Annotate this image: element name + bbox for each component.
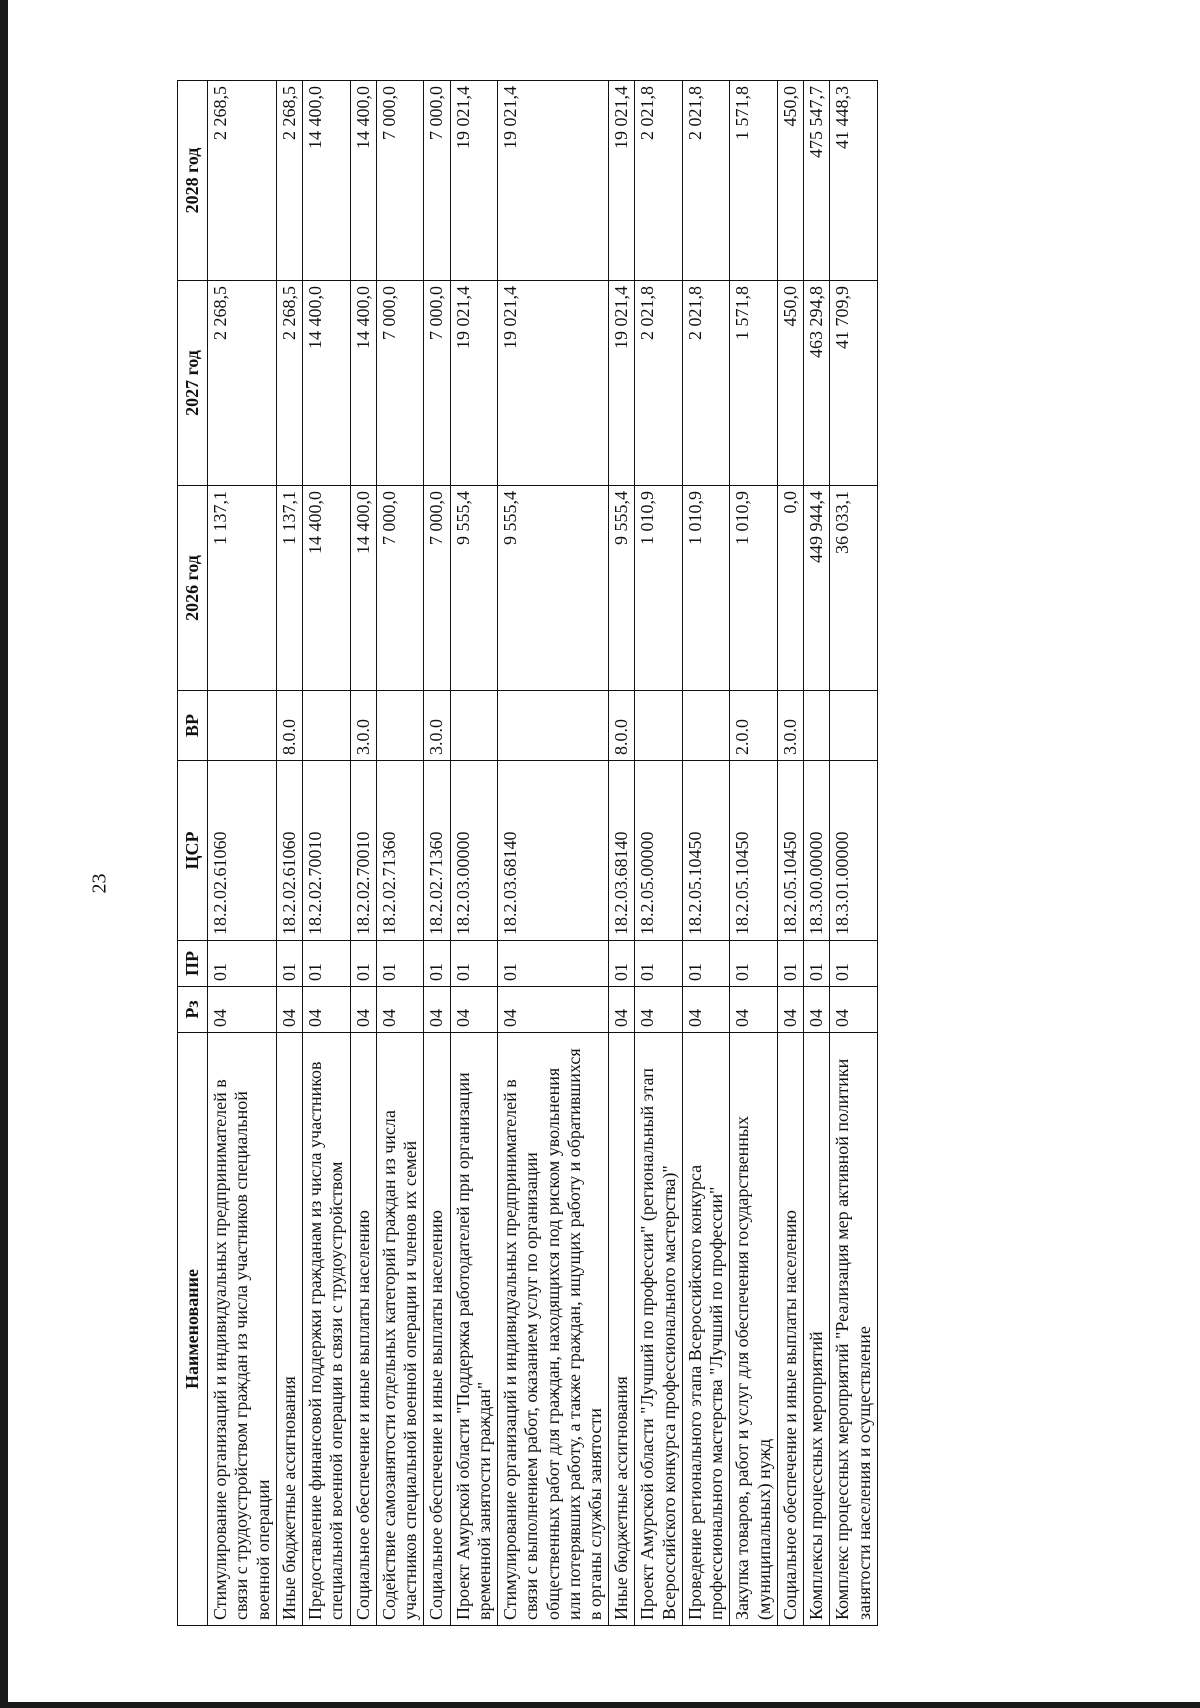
header-2028: 2028 год xyxy=(178,81,208,281)
page-number: 23 xyxy=(88,873,111,894)
cell-name: Социальное обеспечение и иные выплаты населению xyxy=(350,1033,376,1626)
cell-2026: 9 555,4 xyxy=(498,486,609,691)
budget-table xyxy=(177,80,878,1626)
cell-name: Иные бюджетные ассигнования xyxy=(276,1033,302,1626)
cell-pr: 01 xyxy=(303,941,350,987)
cell-rz: 04 xyxy=(303,987,350,1033)
cell-vr xyxy=(498,691,609,761)
cell-rz: 04 xyxy=(376,987,423,1033)
table-row xyxy=(424,81,450,1626)
cell-vr xyxy=(376,691,423,761)
cell-2026: 1 010,9 xyxy=(682,486,729,691)
header-row xyxy=(178,81,208,1626)
scan-edge-left xyxy=(0,0,8,1708)
header-2026: 2026 год xyxy=(178,486,208,691)
cell-rz: 04 xyxy=(208,987,277,1033)
cell-vr xyxy=(450,691,497,761)
cell-2028: 41 448,3 xyxy=(830,81,877,281)
cell-2027: 7 000,0 xyxy=(424,281,450,486)
cell-name: Комплексы процессных мероприятий xyxy=(804,1033,830,1626)
table-row xyxy=(498,81,609,1626)
cell-csr: 18.2.02.71360 xyxy=(376,761,423,941)
cell-csr: 18.2.02.71360 xyxy=(424,761,450,941)
cell-rz: 04 xyxy=(498,987,609,1033)
cell-2026: 1 010,9 xyxy=(635,486,682,691)
cell-rz: 04 xyxy=(609,987,635,1033)
cell-vr xyxy=(830,691,877,761)
cell-name: Стимулирование организаций и индивидуальных предпринимателей в связи с трудоустройством граждан из числа участников специальной военной операции xyxy=(208,1033,277,1626)
cell-2027: 14 400,0 xyxy=(350,281,376,486)
cell-pr: 01 xyxy=(208,941,277,987)
cell-vr: 2.0.0 xyxy=(730,691,777,761)
cell-name: Проект Амурской области "Лучший по профессии" (региональный этап Всероссийского конкурса профессионального мастерства)" xyxy=(635,1033,682,1626)
cell-2027: 450,0 xyxy=(777,281,803,486)
cell-rz: 04 xyxy=(804,987,830,1033)
cell-rz: 04 xyxy=(730,987,777,1033)
table-row xyxy=(830,81,877,1626)
cell-vr xyxy=(303,691,350,761)
cell-vr: 3.0.0 xyxy=(777,691,803,761)
table-row xyxy=(682,81,729,1626)
cell-2028: 7 000,0 xyxy=(376,81,423,281)
table-row xyxy=(777,81,803,1626)
header-pr: ПР xyxy=(178,941,208,987)
cell-csr: 18.2.02.61060 xyxy=(208,761,277,941)
cell-vr: 3.0.0 xyxy=(350,691,376,761)
cell-2027: 41 709,9 xyxy=(830,281,877,486)
cell-rz: 04 xyxy=(276,987,302,1033)
cell-2026: 7 000,0 xyxy=(376,486,423,691)
header-rz: Рз xyxy=(178,987,208,1033)
cell-name: Социальное обеспечение и иные выплаты населению xyxy=(424,1033,450,1626)
cell-pr: 01 xyxy=(609,941,635,987)
cell-name: Социальное обеспечение и иные выплаты населению xyxy=(777,1033,803,1626)
cell-rz: 04 xyxy=(424,987,450,1033)
cell-vr: 3.0.0 xyxy=(424,691,450,761)
cell-name: Стимулирование организаций и индивидуальных предпринимателей в связи с выполнением работ, оказанием услуг по организации общественных работ для граждан, находящихся под риском увольнения или потерявших работу, а также граждан, ищущих работу и обратившихся в органы службы занятости xyxy=(498,1033,609,1626)
cell-2028: 2 268,5 xyxy=(208,81,277,281)
cell-2026: 9 555,4 xyxy=(609,486,635,691)
cell-2028: 14 400,0 xyxy=(303,81,350,281)
cell-2027: 19 021,4 xyxy=(450,281,497,486)
cell-2027: 19 021,4 xyxy=(609,281,635,486)
cell-2026: 9 555,4 xyxy=(450,486,497,691)
cell-pr: 01 xyxy=(830,941,877,987)
cell-2028: 2 021,8 xyxy=(682,81,729,281)
cell-name: Иные бюджетные ассигнования xyxy=(609,1033,635,1626)
table-row xyxy=(350,81,376,1626)
table-body xyxy=(208,81,878,1626)
header-csr: ЦСР xyxy=(178,761,208,941)
cell-pr: 01 xyxy=(350,941,376,987)
cell-2027: 2 021,8 xyxy=(682,281,729,486)
cell-name: Предоставление финансовой поддержки гражданам из числа участников специальной военной операции в связи с трудоустройством xyxy=(303,1033,350,1626)
table-row xyxy=(635,81,682,1626)
table-row xyxy=(609,81,635,1626)
cell-2028: 475 547,7 xyxy=(804,81,830,281)
cell-vr xyxy=(682,691,729,761)
cell-csr: 18.2.05.00000 xyxy=(635,761,682,941)
table-header xyxy=(178,81,208,1626)
cell-vr xyxy=(635,691,682,761)
cell-2026: 14 400,0 xyxy=(303,486,350,691)
cell-name: Содействие самозанятости отдельных категорий граждан из числа участников специальной военной операции и членов их семей xyxy=(376,1033,423,1626)
table-row xyxy=(804,81,830,1626)
cell-2027: 1 571,8 xyxy=(730,281,777,486)
cell-pr: 01 xyxy=(276,941,302,987)
rotated-table-container xyxy=(177,81,1177,1626)
cell-vr xyxy=(804,691,830,761)
cell-csr: 18.2.03.68140 xyxy=(498,761,609,941)
cell-rz: 04 xyxy=(450,987,497,1033)
cell-vr: 8.0.0 xyxy=(276,691,302,761)
cell-2026: 1 137,1 xyxy=(276,486,302,691)
cell-2027: 2 021,8 xyxy=(635,281,682,486)
cell-2027: 2 268,5 xyxy=(208,281,277,486)
cell-pr: 01 xyxy=(424,941,450,987)
cell-2027: 2 268,5 xyxy=(276,281,302,486)
cell-2027: 7 000,0 xyxy=(376,281,423,486)
cell-csr: 18.2.05.10450 xyxy=(777,761,803,941)
cell-csr: 18.3.01.00000 xyxy=(830,761,877,941)
table-row xyxy=(730,81,777,1626)
cell-2027: 463 294,8 xyxy=(804,281,830,486)
cell-2028: 2 021,8 xyxy=(635,81,682,281)
cell-2026: 0,0 xyxy=(777,486,803,691)
table-row xyxy=(276,81,302,1626)
cell-2028: 19 021,4 xyxy=(450,81,497,281)
cell-2026: 36 033,1 xyxy=(830,486,877,691)
cell-2028: 7 000,0 xyxy=(424,81,450,281)
cell-name: Комплекс процессных мероприятий "Реализация мер активной политики занятости населения и осуществление xyxy=(830,1033,877,1626)
cell-rz: 04 xyxy=(635,987,682,1033)
cell-pr: 01 xyxy=(682,941,729,987)
cell-2028: 14 400,0 xyxy=(350,81,376,281)
cell-csr: 18.2.03.68140 xyxy=(609,761,635,941)
cell-rz: 04 xyxy=(682,987,729,1033)
cell-pr: 01 xyxy=(730,941,777,987)
cell-pr: 01 xyxy=(498,941,609,987)
cell-pr: 01 xyxy=(777,941,803,987)
cell-2027: 14 400,0 xyxy=(303,281,350,486)
table-row xyxy=(208,81,277,1626)
cell-name: Закупка товаров, работ и услуг для обеспечения государственных (муниципальных) нужд xyxy=(730,1033,777,1626)
cell-vr: 8.0.0 xyxy=(609,691,635,761)
cell-pr: 01 xyxy=(450,941,497,987)
cell-csr: 18.2.02.70010 xyxy=(303,761,350,941)
cell-name: Проведение регионального этапа Всероссийского конкурса профессионального мастерства "Лучший по профессии" xyxy=(682,1033,729,1626)
cell-2028: 19 021,4 xyxy=(609,81,635,281)
cell-2026: 14 400,0 xyxy=(350,486,376,691)
header-name: Наименование xyxy=(178,1033,208,1626)
scan-edge-bottom xyxy=(0,1702,1200,1708)
cell-csr: 18.2.05.10450 xyxy=(730,761,777,941)
cell-csr: 18.2.02.61060 xyxy=(276,761,302,941)
cell-2028: 2 268,5 xyxy=(276,81,302,281)
cell-2028: 450,0 xyxy=(777,81,803,281)
cell-csr: 18.2.02.70010 xyxy=(350,761,376,941)
header-2027: 2027 год xyxy=(178,281,208,486)
cell-rz: 04 xyxy=(350,987,376,1033)
cell-name: Проект Амурской области "Поддержка работодателей при организации временной занятости граждан" xyxy=(450,1033,497,1626)
cell-2027: 19 021,4 xyxy=(498,281,609,486)
cell-rz: 04 xyxy=(777,987,803,1033)
cell-vr xyxy=(208,691,277,761)
cell-2026: 449 944,4 xyxy=(804,486,830,691)
cell-csr: 18.2.03.00000 xyxy=(450,761,497,941)
cell-pr: 01 xyxy=(376,941,423,987)
cell-pr: 01 xyxy=(635,941,682,987)
cell-2026: 1 137,1 xyxy=(208,486,277,691)
cell-pr: 01 xyxy=(804,941,830,987)
cell-2028: 1 571,8 xyxy=(730,81,777,281)
cell-rz: 04 xyxy=(830,987,877,1033)
cell-2026: 7 000,0 xyxy=(424,486,450,691)
table-row xyxy=(376,81,423,1626)
table-row xyxy=(450,81,497,1626)
header-vr: ВР xyxy=(178,691,208,761)
cell-csr: 18.2.05.10450 xyxy=(682,761,729,941)
table-row xyxy=(303,81,350,1626)
cell-csr: 18.3.00.00000 xyxy=(804,761,830,941)
cell-2028: 19 021,4 xyxy=(498,81,609,281)
cell-2026: 1 010,9 xyxy=(730,486,777,691)
